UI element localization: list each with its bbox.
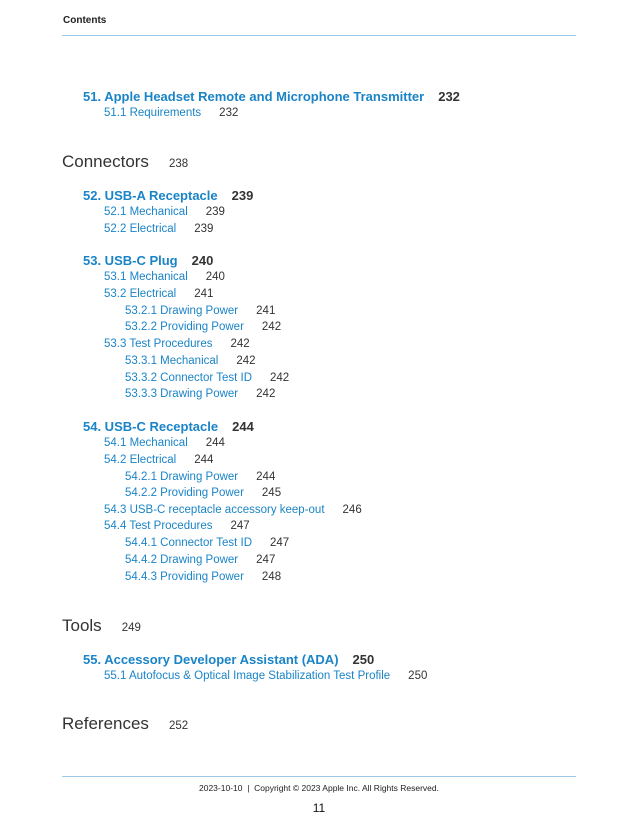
- toc-page: 247: [256, 554, 276, 566]
- toc-chapter-51[interactable]: [83, 89, 460, 104]
- toc-page: 245: [261, 487, 282, 499]
- toc-page: 244: [256, 471, 276, 483]
- toc-page: 250: [352, 652, 375, 667]
- toc-page: 242: [236, 355, 256, 367]
- toc-page: 240: [191, 253, 214, 268]
- toc-page: 232: [219, 107, 239, 119]
- toc-section-54-1[interactable]: [104, 437, 225, 449]
- toc-page: 242: [261, 321, 282, 333]
- toc-page: 241: [194, 288, 214, 300]
- footer-copyright: 2023-10-10 | Copyright © 2023 Apple Inc. All Rights Reserved.: [199, 783, 439, 793]
- toc-section-54-2-2[interactable]: [125, 487, 281, 499]
- toc-part-title[interactable]: References: [62, 714, 149, 733]
- toc-link[interactable]: 54.4.1 Connector Test ID: [125, 537, 252, 549]
- toc-chapter-55[interactable]: [83, 652, 374, 667]
- toc-part-tools[interactable]: [62, 616, 141, 636]
- toc-part-title[interactable]: Tools: [62, 616, 102, 635]
- toc-page: 239: [205, 206, 225, 218]
- toc-link[interactable]: 54.1 Mechanical: [104, 437, 188, 449]
- toc-section-53-1[interactable]: [104, 271, 225, 283]
- toc-section-53-2-2[interactable]: [125, 321, 281, 333]
- toc-link[interactable]: 52.2 Electrical: [104, 223, 177, 235]
- header-title: Contents: [63, 15, 107, 26]
- toc-link[interactable]: 51.1 Requirements: [104, 107, 202, 119]
- toc-page: 238: [168, 158, 189, 170]
- toc-page: 252: [168, 720, 189, 732]
- toc-section-55-1[interactable]: [104, 670, 427, 682]
- toc-page: 242: [230, 338, 250, 350]
- toc-section-53-2[interactable]: [104, 288, 213, 300]
- toc-chapter-52[interactable]: [83, 188, 253, 203]
- toc-section-53-3-2[interactable]: [125, 372, 289, 384]
- toc-link[interactable]: 54.4 Test Procedures: [104, 520, 213, 532]
- toc-page: 244: [232, 419, 254, 434]
- page-number: 11: [312, 801, 326, 815]
- toc-section-54-2[interactable]: [104, 454, 213, 466]
- toc-link[interactable]: 53.2 Electrical: [104, 288, 177, 300]
- toc-page: 244: [205, 437, 225, 449]
- toc-part-connectors[interactable]: [62, 152, 188, 172]
- toc-page: 247: [270, 537, 290, 549]
- toc-link[interactable]: 53. USB-C Plug: [83, 253, 178, 268]
- toc-page: 232: [438, 89, 460, 104]
- toc-link[interactable]: 53.3.1 Mechanical: [125, 355, 219, 367]
- toc-link[interactable]: 54.3 USB-C receptacle accessory keep-out: [104, 504, 325, 516]
- toc-page: 250: [408, 670, 428, 682]
- toc-link[interactable]: 54.2 Electrical: [104, 454, 177, 466]
- toc-section-54-2-1[interactable]: [125, 471, 275, 483]
- toc-section-54-4-3[interactable]: [125, 571, 281, 583]
- toc-page: 247: [230, 520, 250, 532]
- header-rule: [62, 35, 576, 36]
- toc-section-53-3-1[interactable]: [125, 355, 256, 367]
- toc-section-53-3-3[interactable]: [125, 388, 275, 400]
- toc-section-54-3[interactable]: [104, 504, 362, 516]
- toc-link[interactable]: 54.2.2 Providing Power: [125, 487, 244, 499]
- toc-page: 246: [342, 504, 362, 516]
- toc-link[interactable]: 53.2.1 Drawing Power: [125, 305, 239, 317]
- toc-section-54-4-2[interactable]: [125, 554, 275, 566]
- toc-part-title[interactable]: Connectors: [62, 152, 149, 171]
- toc-link[interactable]: 54. USB-C Receptacle: [83, 419, 219, 434]
- toc-page: 241: [256, 305, 276, 317]
- toc-section-52-1[interactable]: [104, 206, 225, 218]
- toc-link[interactable]: 52. USB-A Receptacle: [83, 188, 218, 203]
- toc-section-54-4-1[interactable]: [125, 537, 289, 549]
- toc-link[interactable]: 52.1 Mechanical: [104, 206, 188, 218]
- toc-part-references[interactable]: [62, 714, 188, 734]
- toc-link[interactable]: 53.3.2 Connector Test ID: [125, 372, 252, 384]
- toc-link[interactable]: 51. Apple Headset Remote and Microphone Transmitter: [83, 89, 425, 104]
- toc-chapter-54[interactable]: [83, 419, 254, 434]
- toc-link[interactable]: 53.2.2 Providing Power: [125, 321, 244, 333]
- toc-link[interactable]: 53.3 Test Procedures: [104, 338, 213, 350]
- toc-section-52-2[interactable]: [104, 223, 213, 235]
- toc-chapter-53[interactable]: [83, 253, 213, 268]
- toc-section-51-1[interactable]: [104, 107, 238, 119]
- toc-link[interactable]: 53.1 Mechanical: [104, 271, 188, 283]
- toc-link[interactable]: 54.2.1 Drawing Power: [125, 471, 239, 483]
- toc-page: 249: [121, 622, 141, 634]
- toc-link[interactable]: 54.4.2 Drawing Power: [125, 554, 239, 566]
- toc-link[interactable]: 53.3.3 Drawing Power: [125, 388, 239, 400]
- toc-page: 244: [194, 454, 214, 466]
- toc-section-53-2-1[interactable]: [125, 305, 275, 317]
- footer-rule: [62, 776, 576, 777]
- toc-link[interactable]: 55. Accessory Developer Assistant (ADA): [83, 652, 339, 667]
- toc-page: 242: [270, 372, 290, 384]
- toc-page: 239: [231, 188, 254, 203]
- toc-link[interactable]: 54.4.3 Providing Power: [125, 571, 244, 583]
- toc-link[interactable]: 55.1 Autofocus & Optical Image Stabilization Test Profile: [104, 670, 391, 682]
- toc-page: 240: [205, 271, 225, 283]
- toc-page: 242: [256, 388, 276, 400]
- toc-page: 248: [261, 571, 282, 583]
- toc-page: 239: [194, 223, 214, 235]
- toc-section-53-3[interactable]: [104, 338, 250, 350]
- toc-section-54-4[interactable]: [104, 520, 250, 532]
